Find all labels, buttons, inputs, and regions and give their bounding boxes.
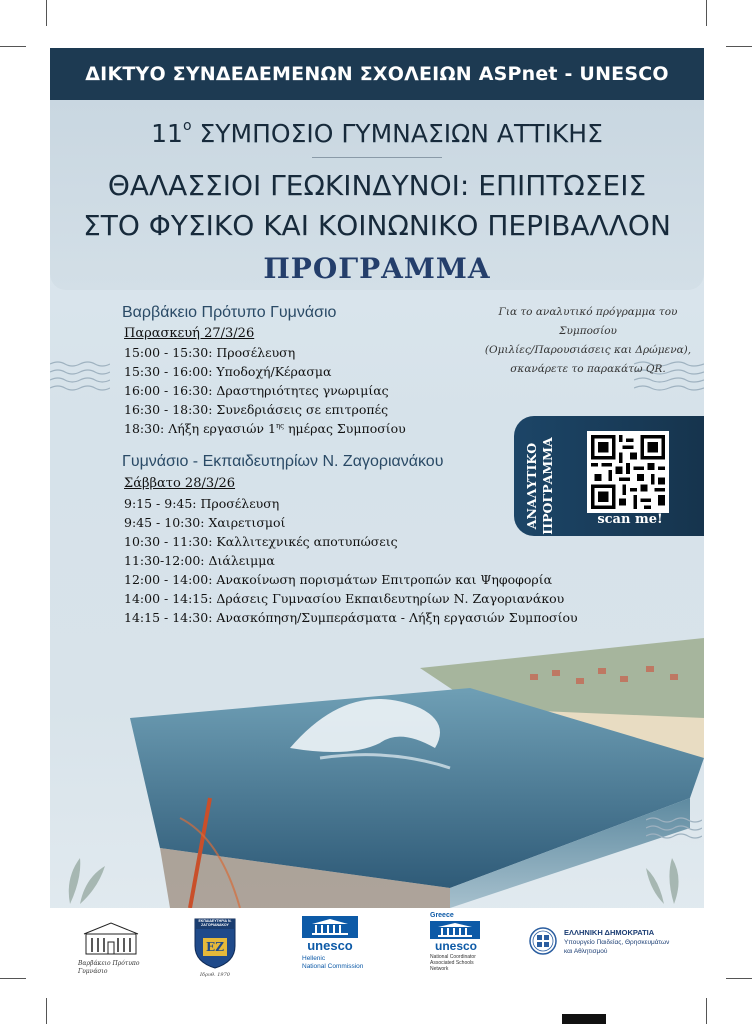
divider bbox=[312, 157, 442, 158]
crop-mark bbox=[46, 998, 47, 1024]
day2-date: Σάββατο 28/3/26 bbox=[124, 476, 236, 491]
school2-name: ΕΚΠΑΙΔΕΥΤΗΡΙΑ Ν. ΖΑΓΟΡΙΑΝΑΚΟΥ bbox=[198, 919, 232, 927]
day1-date: Παρασκευή 27/3/26 bbox=[124, 326, 255, 341]
leaf-decoration-icon bbox=[644, 848, 694, 904]
school-building-icon bbox=[80, 920, 142, 956]
unesco-temple-icon bbox=[302, 916, 358, 938]
poster bbox=[50, 48, 704, 988]
theme-line-1: ΘΑΛΑΣΣΙΟΙ ΓΕΩΚΙΝΔΥΝΟΙ: ΕΠΙΠΤΩΣΕΙΣ bbox=[107, 169, 647, 202]
scan-me-label: scan me! bbox=[597, 512, 663, 527]
ministry-line2: και Αθλητισμού bbox=[564, 948, 608, 955]
qr-instructions: Για το αναλυτικό πρόγραμμα του Συμποσίου (Ομιλίες/Παρουσιάσεις και Δρώμενα), σκανάρετε το παρακάτω QR. bbox=[484, 306, 692, 375]
unesco-temple-icon bbox=[430, 921, 480, 939]
school2-monogram: EZ bbox=[206, 940, 224, 954]
network-banner: ΔΙΚΤΥΟ ΣΥΝΔΕΔΕΜΕΝΩΝ ΣΧΟΛΕΙΩΝ ASPnet - UNESCO bbox=[50, 48, 704, 100]
ministry-title: ΕΛΛΗΝΙΚΗ ΔΗΜΟΚΡΑΤΙΑ bbox=[564, 928, 655, 937]
ministry-line1: Υπουργείο Παιδείας, Θρησκευμάτων bbox=[564, 939, 670, 946]
greek-emblem-icon bbox=[528, 926, 558, 956]
tsunami-illustration bbox=[90, 608, 704, 908]
crop-mark bbox=[0, 46, 26, 47]
unesco1-caption: Hellenic National Commission bbox=[302, 955, 364, 970]
crop-mark bbox=[726, 46, 752, 47]
day2-venue: Γυμνάσιο - Εκπαιδευτηρίων Ν. Ζαγοριανάκου bbox=[122, 453, 444, 470]
crop-mark bbox=[46, 0, 47, 26]
qr-code[interactable] bbox=[587, 431, 669, 513]
unesco2-word: unesco bbox=[434, 939, 477, 953]
day2-item: 14:00 - 14:15: Δράσεις Γυμνασίου Εκπαιδευτηρίων Ν. Ζαγοριανάκου bbox=[124, 591, 565, 606]
unesco2-caption: National Coordinator Associated Schools Network bbox=[430, 954, 476, 972]
day2-item: 10:30 - 11:30: Καλλιτεχνικές αποτυπώσεις bbox=[124, 534, 398, 549]
crop-mark bbox=[726, 978, 752, 979]
wave-lines-icon bbox=[50, 358, 110, 394]
detailed-programme-label: ΑΝΑΛΥΤΙΚΟ ΠΡΟΓΡΑΜΜΑ bbox=[524, 437, 555, 535]
corner-block bbox=[562, 1014, 606, 1024]
school2-tag: Ιδρυθ. 1970 bbox=[200, 972, 230, 978]
crop-mark bbox=[0, 978, 26, 979]
day1-item: 15:00 - 15:30: Προσέλευση bbox=[124, 345, 296, 360]
day1-item: 15:30 - 16:00: Υποδοχή/Κέρασμα bbox=[124, 364, 332, 379]
symposium-theme bbox=[50, 166, 704, 246]
school1-caption: Βαρβάκειο Πρότυπο Γυμνάσιο bbox=[78, 960, 140, 975]
unesco1-word: unesco bbox=[307, 938, 353, 953]
footer-logos bbox=[50, 908, 704, 988]
day1-venue: Βαρβάκειο Πρότυπο Γυμνάσιο bbox=[122, 304, 337, 321]
day2-item: 9:15 - 9:45: Προσέλευση bbox=[124, 496, 280, 511]
day1-item: 18:30: Λήξη εργασιών $1^{\eta\varsigma}$ ημέρας Συμποσίου bbox=[124, 421, 406, 436]
programme-heading: ΠΡΟΓΡΑΜΜΑ bbox=[263, 252, 491, 285]
day1-item: 16:30 - 18:30: Συνεδριάσεις σε επιτροπές bbox=[124, 402, 389, 417]
qr-code-icon bbox=[591, 435, 665, 509]
leaf-decoration-icon bbox=[60, 848, 110, 904]
day2-item: 14:15 - 14:30: Ανασκόπηση/Συμπεράσματα - Λήξη εργασιών Συμποσίου bbox=[124, 610, 578, 625]
crop-mark bbox=[706, 0, 707, 26]
day2-item: 9:45 - 10:30: Χαιρετισμοί bbox=[124, 515, 286, 530]
wave-lines-icon bbox=[646, 814, 702, 842]
crop-mark bbox=[706, 998, 707, 1024]
day1-item: 16:00 - 16:30: Δραστηριότητες γνωριμίας bbox=[124, 383, 389, 398]
symposium-title: $11^o$ ΣΥΜΠΟΣΙΟ ΓΥΜΝΑΣΙΩΝ ΑΤΤΙΚΗΣ bbox=[151, 118, 603, 148]
theme-line-2: ΣΤΟ ΦΥΣΙΚΟ ΚΑΙ ΚΟΙΝΩΝΙΚΟ ΠΕΡΙΒΑΛΛΟΝ bbox=[83, 209, 671, 242]
unesco2-greece: Greece bbox=[430, 912, 454, 919]
day2-item: 11:30-12:00: Διάλειμμα bbox=[124, 553, 275, 568]
day2-item: 12:00 - 14:00: Ανακοίνωση πορισμάτων Επιτροπών και Ψηφοφορία bbox=[124, 572, 553, 587]
